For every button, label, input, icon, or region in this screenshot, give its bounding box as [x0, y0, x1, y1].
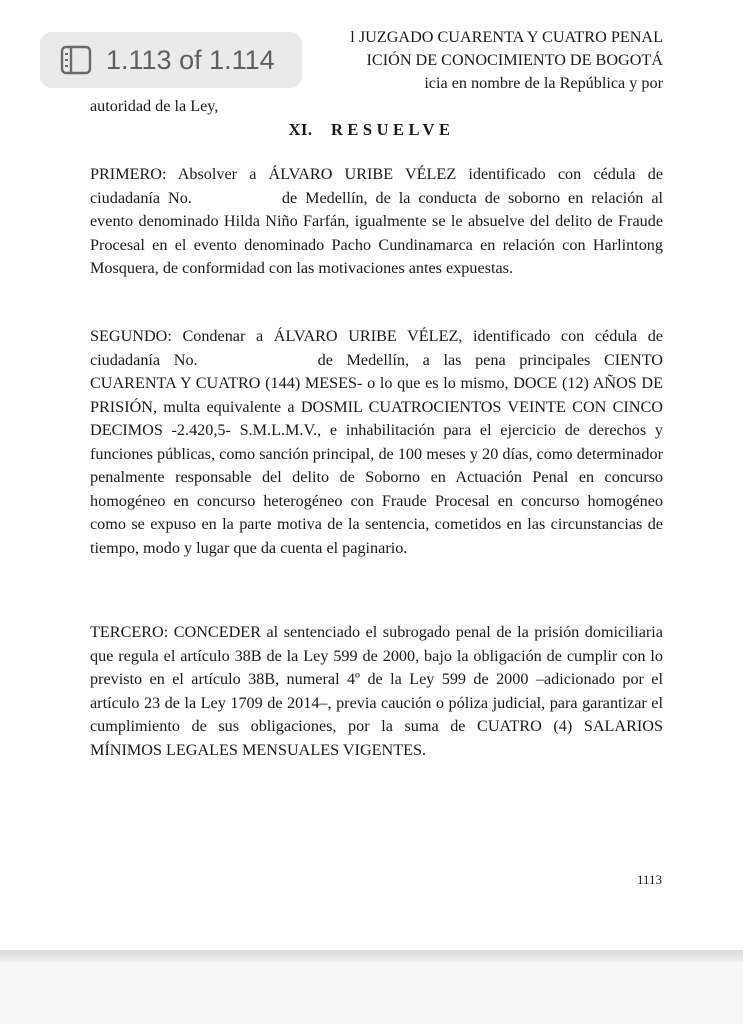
paragraph-tercero: TERCERO: CONCEDER al sentenciado el subrogado penal de la prisión domiciliaria que regula el artículo 38B de la Ley 599 de 2000, bajo la obligación de cumplir con lo previsto en el artículo 38B, numeral 4º de la Ley 599 de 2000 –adicionado por el artículo 23 de la Ley 1709 de 2014–, previa caución o póliza judicial, para garantizar el cumplimiento de sus obligaciones, por la suma de CUATRO (4) SALARIOS MÍNIMOS LEGALES MENSUALES VIGENTES. — [90, 623, 663, 759]
header-line-1: l JUZGADO CUARENTA Y CUATRO PENAL — [350, 28, 663, 46]
segundo-text-rest: de Medellín, a las pena principales CIENTO CUARENTA Y CUATRO (144) MESES- o lo que es lo mismo, DOCE (12) AÑOS DE PRISIÓN, multa equivalente a DOSMIL CUATROCIENTOS VEINTE CON CINCO DECIMOS -2.420,5- S.M.L.M.V., e inhabilitación para el ejercicio de derechos y funciones públicas, como sanción principal, de 100 meses y 20 días, como determinador penalmente responsable del delito de Soborno en Actuación Penal en concurso homogéneo en concurso heterogéneo con Fraude Procesal en concurso homogéneo como se expuso en la parte motiva de la sentencia, cometidos en las circunstancias de tiempo, modo y lugar que da cuenta el paginario. — [90, 350, 663, 557]
viewer-background — [0, 962, 743, 1024]
page-counter-text: 1.113 of 1.114 — [106, 44, 275, 75]
section-heading — [0, 120, 743, 140]
segundo-text-start: SEGUNDO: Condenar a ÁLVARO URIBE VÉLEZ, identificado con cédula de ciudadanía No. — [90, 327, 663, 369]
paragraph-primero — [90, 163, 663, 281]
page-separator — [0, 950, 743, 962]
primero-text-start: PRIMERO: Absolver a ÁLVARO URIBE VÉLEZ identificado con cédula de ciudadanía No. — [90, 165, 663, 207]
section-title: RESUELVE — [331, 120, 455, 139]
header-line-2: ICIÓN DE CONOCIMIENTO DE BOGOTÁ — [366, 51, 663, 69]
intro-last-line: autoridad de la Ley, — [90, 97, 219, 115]
paragraph-segundo — [90, 325, 663, 560]
cut-off-top-line — [88, 0, 648, 5]
section-number: XI. — [288, 120, 313, 139]
primero-text-rest: de Medellín, de la conducta de soborno en relación al evento denominado Hilda Niño Farfán, igualmente se le absuelve del delito de Fraude Procesal en el evento denominado Pacho Cundinamarca en relación con Harlintong Mosquera, de conformidad con las motivaciones antes expuestas. — [90, 188, 663, 277]
page-counter-overlay[interactable] — [40, 32, 302, 88]
header-line-3: icia en nombre de la República y por — [424, 74, 663, 92]
page-thumbnails-icon — [60, 45, 92, 75]
page-number: 1113 — [637, 872, 663, 887]
